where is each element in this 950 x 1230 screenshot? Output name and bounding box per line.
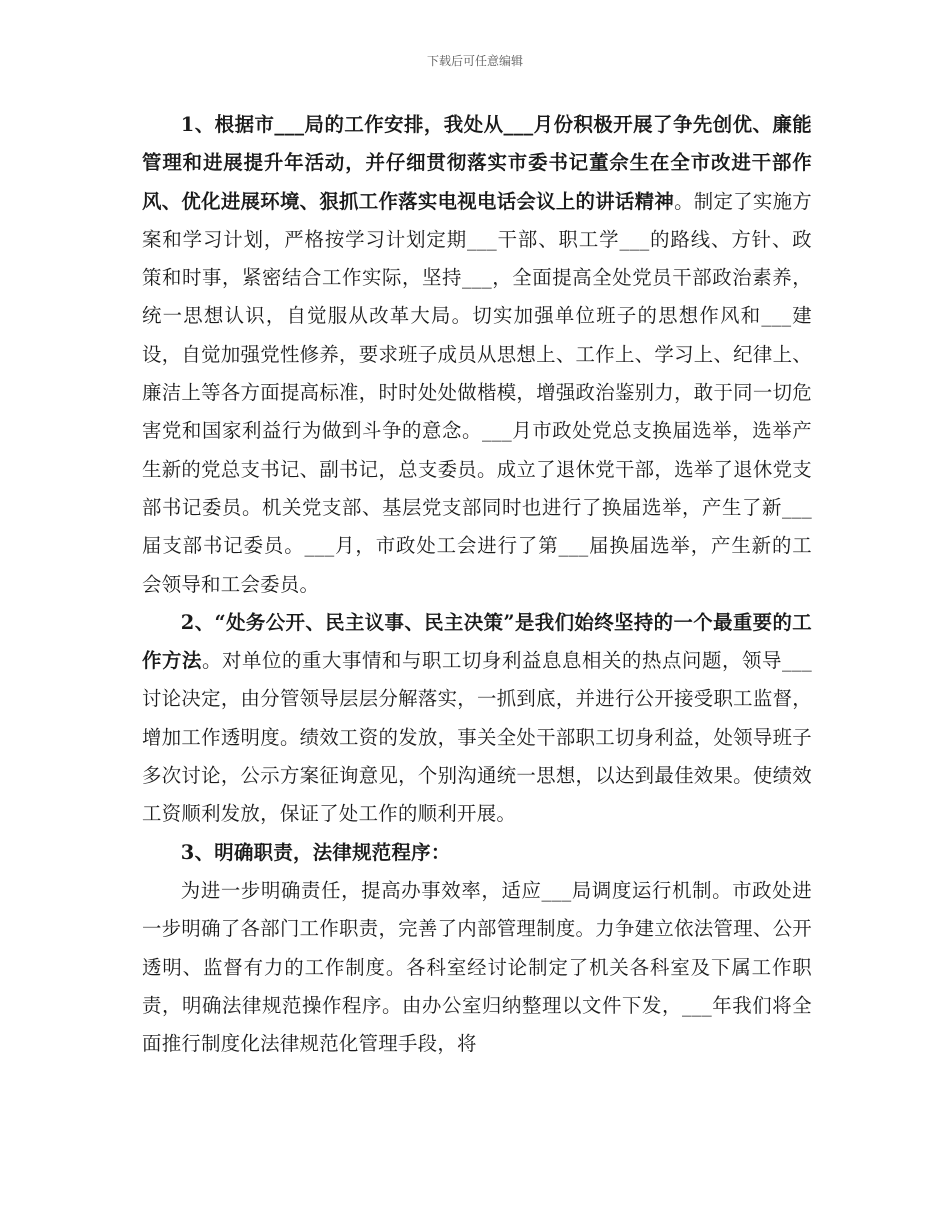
document-body bbox=[142, 106, 812, 1063]
paragraph-2 bbox=[142, 604, 812, 834]
paragraph-2-heading: 2、“处务公开、民主议事、民主决策”是我们始终坚持的一个最重要的工作方法 bbox=[142, 610, 812, 673]
paragraph-1-heading: 1、根据市___局的工作安排，我处从___月份积极开展了争先创优、廉能管理和进展提升年活动，并仔细贯彻落实市委书记董佘生在全市改进干部作风、优化进展环境、狠抓工作落实电视电话会议上的讲话精神 bbox=[142, 113, 812, 213]
paragraph-2-text: 。对单位的重大事情和与职工切身利益息息相关的热点问题，领导___讨论决定，由分管领导层层分解落实，一抓到底，并进行公开接受职工监督，增加工作透明度。绩效工资的发放，事关全处干部职工切身利益，处领导班子多次讨论，公示方案征询意见，个别沟通统一思想，以达到最佳效果。使绩效工资顺利发放，保证了处工作的顺利开展。 bbox=[142, 649, 813, 826]
page-header: 下载后可任意编辑 bbox=[426, 54, 523, 68]
paragraph-1-text: 。制定了实施方案和学习计划，严格按学习计划定期___干部、职工学___的路线、方针、政策和时事，紧密结合工作实际，坚持___，全面提高全处党员干部政治素养，统一思想认识，自觉服从改革大局。切实加强单位班子的思想作风和___建设，自觉加强党性修养，要求班子成员从思想上、工作上、学习上、纪律上、廉洁上等各方面提高标准，时时处处做楷模，增强政治鉴别力，敢于同一切危害党和国家利益行为做到斗争的意念。___月市政处党总支换届选举，选举产生新的党总支书记、副书记，总支委员。成立了退休党干部，选举了退休党支部书记委员。机关党支部、基层党支部同时也进行了换届选举，产生了新___届支部书记委员。___月，市政处工会进行了第___届换届选举，产生新的工会领导和工会委员。 bbox=[142, 189, 812, 596]
paragraph-4 bbox=[142, 872, 812, 1063]
paragraph-3-heading: 3、明确职责，法律规范程序： bbox=[180, 840, 451, 864]
paragraph-4-text: 为进一步明确责任，提高办事效率，适应___局调度运行机制。市政处进一步明确了各部门工作职责，完善了内部管理制度。力争建立依法管理、公开透明、监督有力的工作制度。各科室经讨论制定了机关各科室及下属工作职责，明确法律规范操作程序。由办公室归纳整理以文件下发，___年我们将全面推行制度化法律规范化管理手段，将 bbox=[142, 878, 812, 1056]
paragraph-1 bbox=[142, 106, 812, 604]
paragraph-3 bbox=[142, 834, 812, 872]
